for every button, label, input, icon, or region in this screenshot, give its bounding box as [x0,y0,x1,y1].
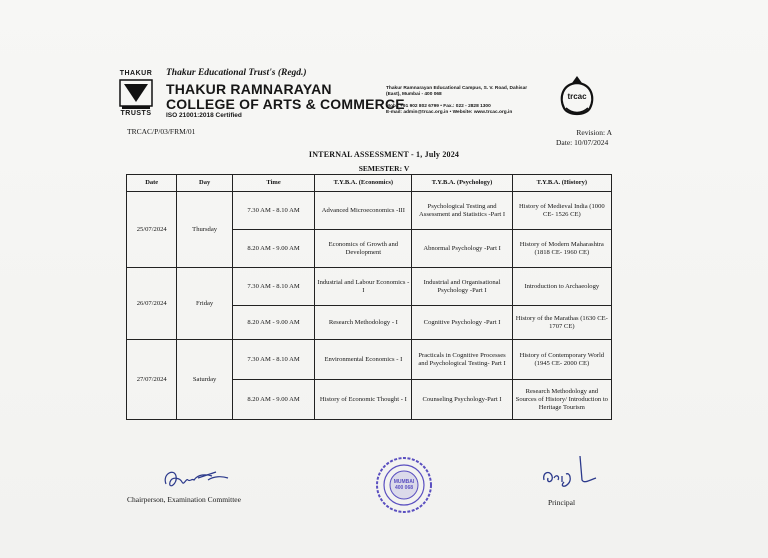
college-contact [386,104,546,116]
cell-history: History of the Marathas (1630 CE- 1707 CE) [512,306,611,340]
cell-psychology: Industrial and Organisational Psychology -Part I [412,268,512,306]
header-day: Day [177,175,232,192]
college-address: Thakur Ramnarayan Educational Campus, S. V. Road, Dahisar (East), Mumbai - 400 068 [386,86,528,97]
cell-economics: Economics of Growth and Development [315,230,412,268]
timetable [126,174,612,420]
cell-day: Friday [177,268,232,340]
cell-economics: Advanced Microeconomics -III [315,192,412,230]
cell-time: 7.30 AM - 8.10 AM [232,340,314,380]
cell-history: Research Methodology and Sources of History/ Introduction to Heritage Tourism [512,380,611,420]
header-history: T.Y.B.A. (History) [512,175,611,192]
form-number: TRCAC/P/03/FRM/01 [127,127,196,136]
cell-time: 7.30 AM - 8.10 AM [232,192,314,230]
principal-signature [540,450,600,490]
table-row [127,340,612,380]
cell-time: 7.30 AM - 8.10 AM [232,268,314,306]
cell-economics: History of Economic Thought - I [315,380,412,420]
college-logo-right [556,74,598,120]
iso-certification: ISO 21001:2018 Certified [166,112,242,119]
header-time: Time [232,175,314,192]
cell-date: 26/07/2024 [127,268,177,340]
cell-time: 8.20 AM - 9.00 AM [232,306,314,340]
cell-day: Saturday [177,340,232,420]
document-date: Date: 10/07/2024 [556,138,609,147]
college-name-line1: THAKUR RAMNARAYAN [166,81,332,97]
cell-history: History of Contemporary World (1945 CE- 2000 CE) [512,340,611,380]
revision-label: Revision: A [576,128,612,137]
contact-email-website: E-mail: admin@trcac.org.in • Website: www.trcac.org.in [386,110,513,115]
cell-history: History of Medieval India (1000 CE- 1526 CE) [512,192,611,230]
principal-role: Principal [548,498,576,507]
semester-label: SEMESTER: V [358,164,410,173]
cell-economics: Research Methodology - I [315,306,412,340]
cell-economics: Industrial and Labour Economics - I [315,268,412,306]
college-stamp [374,455,434,515]
cell-time: 8.20 AM - 9.00 AM [232,230,314,268]
cell-time: 8.20 AM - 9.00 AM [232,380,314,420]
logo-left-top-text: THAKUR [119,70,153,77]
table-header-row [127,175,612,192]
trust-name: Thakur Educational Trust's (Regd.) [166,68,307,78]
college-logo-left [116,70,156,118]
college-name-line2: COLLEGE OF ARTS & COMMERCE [166,96,405,112]
chairperson-signature [158,464,238,494]
logo-right-text: trcac [567,92,587,101]
cell-psychology: Cognitive Psychology -Part I [412,306,512,340]
contact-phone: Mob.: +91 902 802 6799 • Fax.: 022 - 2828 1300 [386,104,491,109]
cell-psychology: Counseling Psychology-Part I [412,380,512,420]
table-row [127,268,612,306]
table-row [127,192,612,230]
cell-psychology: Psychological Testing and Assessment and Statistics -Part I [412,192,512,230]
cell-economics: Environmental Economics - I [315,340,412,380]
cell-psychology: Abnormal Psychology -Part I [412,230,512,268]
cell-history: History of Modern Maharashtra (1818 CE- 1960 CE) [512,230,611,268]
header-economics: T.Y.B.A. (Economics) [315,175,412,192]
stamp-text: MUMBAI 400 068 [393,479,415,491]
cell-psychology: Practicals in Cognitive Processes and Psychological Testing- Part I [412,340,512,380]
cell-date: 25/07/2024 [127,192,177,268]
logo-left-bottom-text: TRUSTS [120,110,152,117]
chairperson-role: Chairperson, Examination Committee [127,495,241,504]
assessment-title: INTERNAL ASSESSMENT - 1, July 2024 [308,150,460,159]
header-psychology: T.Y.B.A. (Psychology) [412,175,512,192]
cell-day: Thursday [177,192,232,268]
cell-date: 27/07/2024 [127,340,177,420]
header-date: Date [127,175,177,192]
cell-history: Introduction to Archaeology [512,268,611,306]
